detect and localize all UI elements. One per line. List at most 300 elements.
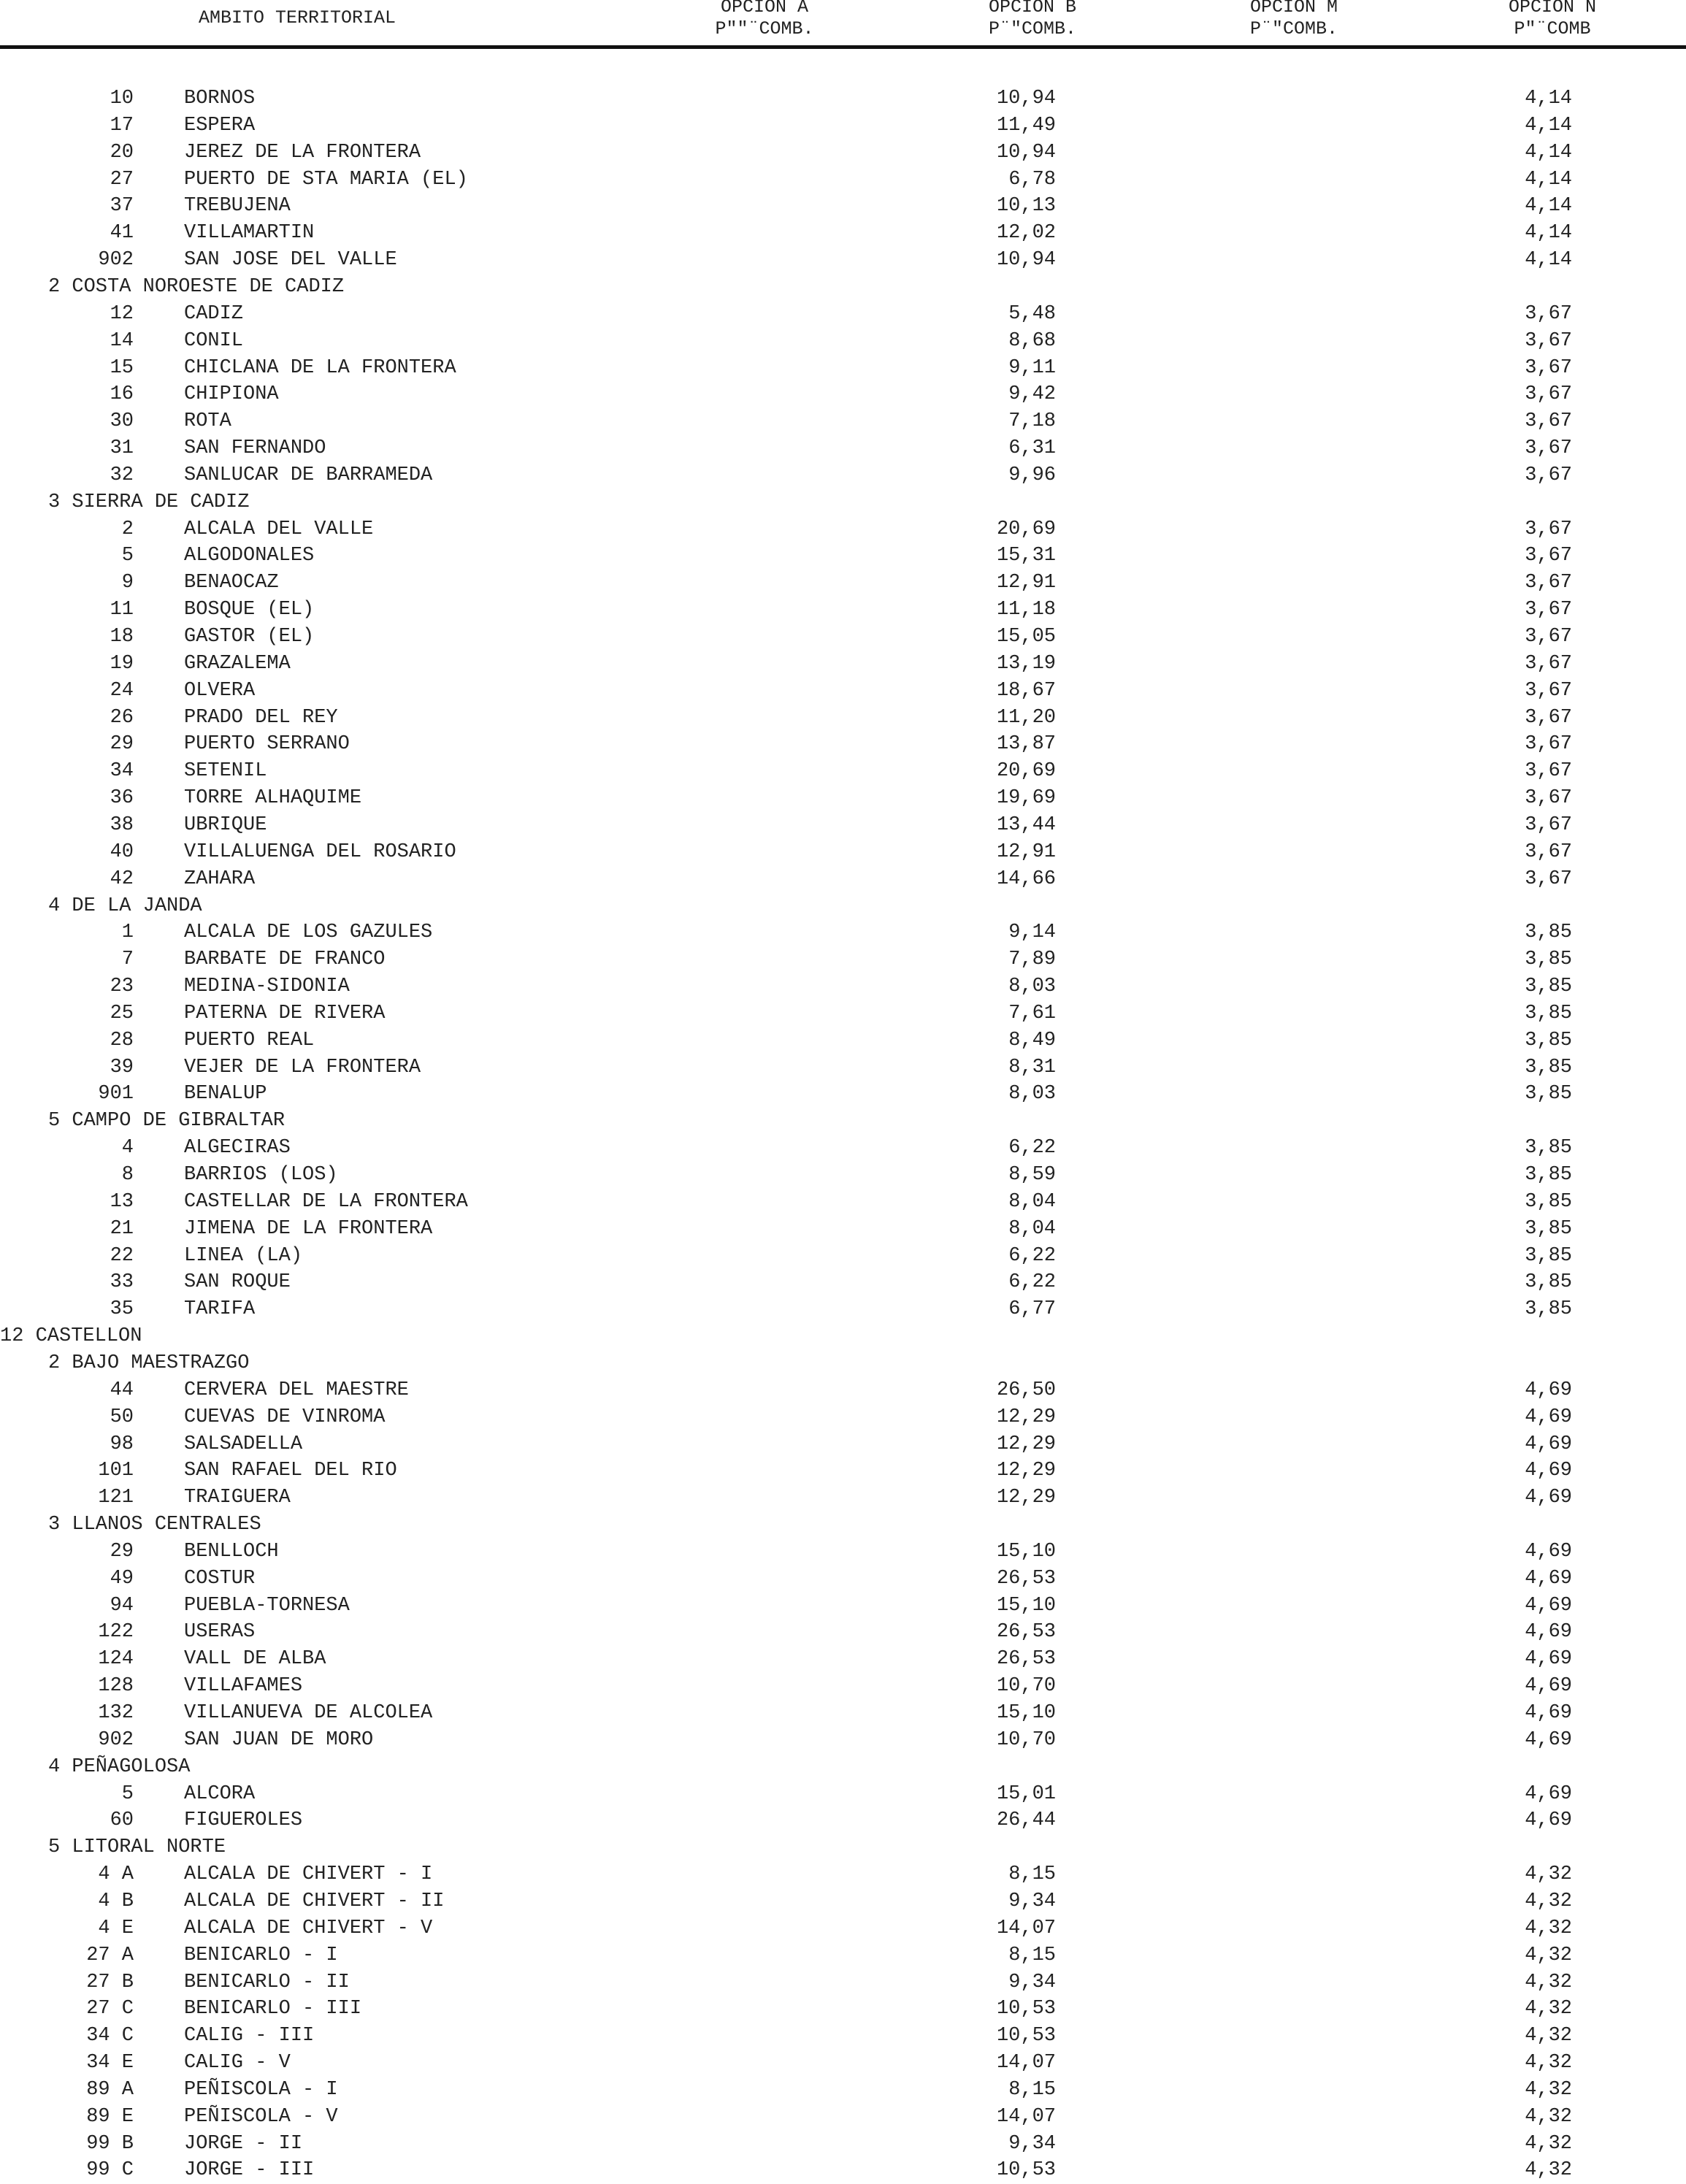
opcion-n-value: 3,85 bbox=[1525, 1002, 1572, 1024]
municipality-code: 14 bbox=[110, 329, 134, 352]
table-row bbox=[0, 381, 1686, 408]
municipality-code: 31 bbox=[110, 437, 134, 460]
table-row bbox=[0, 1619, 1686, 1646]
municipality-name: VILLANUEVA DE ALCOLEA bbox=[184, 1702, 433, 1724]
municipality-name: PATERNA DE RIVERA bbox=[184, 1002, 386, 1024]
opcion-n-value: 4,32 bbox=[1525, 1971, 1572, 1993]
municipality-code: 22 bbox=[110, 1244, 134, 1267]
region-label: 3 LLANOS CENTRALES bbox=[48, 1514, 261, 1536]
municipality-name: ZAHARA bbox=[184, 867, 256, 890]
table-row bbox=[0, 1915, 1686, 1942]
table-row bbox=[0, 462, 1686, 489]
municipality-code: 44 bbox=[110, 1379, 134, 1401]
municipality-code: 99 B bbox=[86, 2132, 134, 2155]
opcion-n-value: 4,32 bbox=[1525, 1917, 1572, 1939]
municipality-code: 27 C bbox=[86, 1998, 134, 2020]
opcion-b-value: 6,77 bbox=[1008, 1298, 1056, 1321]
region-heading bbox=[0, 274, 1686, 301]
table-row bbox=[0, 812, 1686, 839]
municipality-code: 4 A bbox=[98, 1863, 134, 1886]
region-label: 5 CAMPO DE GIBRALTAR bbox=[48, 1110, 286, 1133]
table-row bbox=[0, 1942, 1686, 1969]
opcion-b-value: 6,22 bbox=[1008, 1271, 1056, 1294]
municipality-code: 25 bbox=[110, 1002, 134, 1024]
table-row bbox=[0, 435, 1686, 462]
opcion-b-value: 8,03 bbox=[1008, 1083, 1056, 1106]
opcion-b-value: 11,18 bbox=[996, 599, 1056, 621]
municipality-name: PUERTO SERRANO bbox=[184, 733, 350, 756]
opcion-b-value: 8,68 bbox=[1008, 329, 1056, 352]
table-row bbox=[0, 2131, 1686, 2158]
region-label: 4 PEÑAGOLOSA bbox=[48, 1755, 191, 1778]
municipality-code: 12 bbox=[110, 302, 134, 325]
opcion-n-value: 4,69 bbox=[1525, 1675, 1572, 1698]
municipality-name: USERAS bbox=[184, 1621, 256, 1644]
municipality-code: 5 bbox=[121, 545, 134, 567]
opcion-n-value: 4,32 bbox=[1525, 2078, 1572, 2101]
opcion-b-value: 9,34 bbox=[1008, 1971, 1056, 1993]
table-row bbox=[0, 839, 1686, 866]
municipality-code: 34 bbox=[110, 760, 134, 783]
opcion-b-value: 8,04 bbox=[1008, 1190, 1056, 1213]
municipality-code: 29 bbox=[110, 1540, 134, 1563]
opcion-n-value: 3,67 bbox=[1525, 679, 1572, 702]
table-row bbox=[0, 570, 1686, 597]
province-heading bbox=[0, 1323, 1686, 1350]
municipality-name: GRAZALEMA bbox=[184, 652, 291, 675]
opcion-b-value: 8,15 bbox=[1008, 1863, 1056, 1886]
table-row bbox=[0, 1484, 1686, 1511]
municipality-code: 30 bbox=[110, 410, 134, 433]
municipality-name: JIMENA DE LA FRONTERA bbox=[184, 1217, 433, 1240]
table-row bbox=[0, 1162, 1686, 1189]
region-label: 2 BAJO MAESTRAZGO bbox=[48, 1352, 250, 1374]
opcion-n-value: 4,32 bbox=[1525, 1944, 1572, 1966]
municipality-code: 36 bbox=[110, 787, 134, 810]
opcion-b-value: 9,11 bbox=[1008, 356, 1056, 379]
opcion-n-value: 3,67 bbox=[1525, 572, 1572, 594]
header-ambito: AMBITO TERRITORIAL bbox=[198, 7, 396, 28]
municipality-code: 23 bbox=[110, 976, 134, 998]
table-row bbox=[0, 220, 1686, 247]
municipality-name: CALIG - V bbox=[184, 2052, 291, 2074]
municipality-code: 18 bbox=[110, 626, 134, 648]
opcion-b-value: 9,42 bbox=[1008, 383, 1056, 406]
table-row bbox=[0, 866, 1686, 893]
municipality-name: LINEA (LA) bbox=[184, 1244, 303, 1267]
opcion-b-value: 14,66 bbox=[996, 867, 1056, 890]
municipality-name: TARIFA bbox=[184, 1298, 256, 1321]
municipality-code: 39 bbox=[110, 1056, 134, 1078]
municipality-code: 19 bbox=[110, 652, 134, 675]
opcion-b-value: 8,04 bbox=[1008, 1217, 1056, 1240]
opcion-b-value: 10,70 bbox=[996, 1728, 1056, 1751]
opcion-b-value: 15,10 bbox=[996, 1594, 1056, 1617]
opcion-b-value: 15,01 bbox=[996, 1782, 1056, 1805]
opcion-b-value: 15,10 bbox=[996, 1540, 1056, 1563]
opcion-n-value: 4,69 bbox=[1525, 1540, 1572, 1563]
municipality-name: ALCALA DEL VALLE bbox=[184, 518, 374, 540]
municipality-code: 20 bbox=[110, 141, 134, 164]
municipality-name: VEJER DE LA FRONTERA bbox=[184, 1056, 421, 1078]
municipality-name: BOSQUE (EL) bbox=[184, 599, 315, 621]
opcion-b-value: 8,03 bbox=[1008, 976, 1056, 998]
opcion-b-value: 11,49 bbox=[996, 114, 1056, 137]
header-opcion-b-sub: P¨"COMB. bbox=[988, 18, 1077, 39]
table-row bbox=[0, 2077, 1686, 2104]
municipality-name: ROTA bbox=[184, 410, 231, 433]
municipality-name: CERVERA DEL MAESTRE bbox=[184, 1379, 409, 1401]
opcion-n-value: 3,85 bbox=[1525, 1217, 1572, 1240]
opcion-b-value: 10,94 bbox=[996, 249, 1056, 272]
municipality-code: 15 bbox=[110, 356, 134, 379]
municipality-code: 34 C bbox=[86, 2025, 134, 2047]
municipality-code: 40 bbox=[110, 840, 134, 863]
opcion-n-value: 4,69 bbox=[1525, 1487, 1572, 1509]
municipality-code: 128 bbox=[98, 1675, 134, 1698]
opcion-b-value: 10,70 bbox=[996, 1675, 1056, 1698]
table-row bbox=[0, 2157, 1686, 2184]
header-opcion-a: OPCION A bbox=[720, 0, 809, 18]
municipality-code: 98 bbox=[110, 1433, 134, 1455]
municipality-name: PUERTO DE STA MARIA (EL) bbox=[184, 168, 468, 191]
opcion-n-value: 4,69 bbox=[1525, 1728, 1572, 1751]
municipality-name: BENICARLO - I bbox=[184, 1944, 338, 1966]
opcion-n-value: 4,32 bbox=[1525, 2052, 1572, 2074]
municipality-name: SALSADELLA bbox=[184, 1433, 303, 1455]
opcion-n-value: 3,67 bbox=[1525, 652, 1572, 675]
opcion-n-value: 4,14 bbox=[1525, 168, 1572, 191]
municipality-name: BENAOCAZ bbox=[184, 572, 279, 594]
opcion-b-value: 12,91 bbox=[996, 572, 1056, 594]
municipality-code: 32 bbox=[110, 464, 134, 486]
table-row bbox=[0, 1000, 1686, 1027]
table-row bbox=[0, 919, 1686, 946]
municipality-name: BENLLOCH bbox=[184, 1540, 279, 1563]
header-opcion-b: OPCION B bbox=[988, 0, 1077, 18]
table-row bbox=[0, 624, 1686, 651]
municipality-code: 2 bbox=[121, 518, 134, 540]
opcion-n-value: 3,67 bbox=[1525, 437, 1572, 460]
opcion-n-value: 4,14 bbox=[1525, 195, 1572, 218]
table-row bbox=[0, 408, 1686, 435]
region-label: 2 COSTA NOROESTE DE CADIZ bbox=[48, 275, 345, 298]
opcion-n-value: 3,67 bbox=[1525, 787, 1572, 810]
table-row bbox=[0, 1269, 1686, 1296]
table-row bbox=[0, 1189, 1686, 1216]
table-row bbox=[0, 651, 1686, 678]
opcion-b-value: 14,07 bbox=[996, 2105, 1056, 2128]
table-row bbox=[0, 597, 1686, 624]
municipality-code: 902 bbox=[98, 249, 134, 272]
table-row bbox=[0, 1216, 1686, 1243]
opcion-n-value: 3,85 bbox=[1525, 949, 1572, 971]
table-row bbox=[0, 678, 1686, 705]
opcion-n-value: 3,67 bbox=[1525, 545, 1572, 567]
opcion-n-value: 3,67 bbox=[1525, 706, 1572, 729]
opcion-b-value: 18,67 bbox=[996, 679, 1056, 702]
municipality-name: ALCORA bbox=[184, 1782, 256, 1805]
table-row bbox=[0, 112, 1686, 139]
table-row bbox=[0, 328, 1686, 355]
opcion-b-value: 19,69 bbox=[996, 787, 1056, 810]
municipality-name: BENICARLO - III bbox=[184, 1998, 362, 2020]
municipality-code: 124 bbox=[98, 1648, 134, 1671]
header-opcion-m: OPCION M bbox=[1249, 0, 1338, 18]
opcion-n-value: 3,67 bbox=[1525, 733, 1572, 756]
municipality-name: ALCALA DE CHIVERT - V bbox=[184, 1917, 433, 1939]
municipality-name: VILLAFAMES bbox=[184, 1675, 303, 1698]
opcion-b-value: 12,91 bbox=[996, 840, 1056, 863]
municipality-name: FIGUEROLES bbox=[184, 1809, 303, 1832]
opcion-b-value: 15,10 bbox=[996, 1702, 1056, 1724]
municipality-name: CASTELLAR DE LA FRONTERA bbox=[184, 1190, 468, 1213]
opcion-b-value: 6,31 bbox=[1008, 437, 1056, 460]
municipality-name: PUEBLA-TORNESA bbox=[184, 1594, 350, 1617]
municipality-name: JORGE - II bbox=[184, 2132, 303, 2155]
opcion-n-value: 3,67 bbox=[1525, 464, 1572, 486]
opcion-n-value: 3,85 bbox=[1525, 1137, 1572, 1160]
municipality-code: 11 bbox=[110, 599, 134, 621]
table-row bbox=[0, 1593, 1686, 1620]
municipality-name: JEREZ DE LA FRONTERA bbox=[184, 141, 421, 164]
table-row bbox=[0, 1457, 1686, 1484]
municipality-name: BARBATE DE FRANCO bbox=[184, 949, 386, 971]
opcion-b-value: 8,59 bbox=[1008, 1164, 1056, 1186]
opcion-b-value: 26,50 bbox=[996, 1379, 1056, 1401]
opcion-b-value: 13,87 bbox=[996, 733, 1056, 756]
table-row bbox=[0, 1135, 1686, 1162]
municipality-name: CUEVAS DE VINROMA bbox=[184, 1406, 386, 1428]
opcion-n-value: 3,67 bbox=[1525, 867, 1572, 890]
opcion-b-value: 5,48 bbox=[1008, 302, 1056, 325]
municipality-code: 34 E bbox=[86, 2052, 134, 2074]
region-heading bbox=[0, 489, 1686, 516]
municipality-name: ALCALA DE CHIVERT - I bbox=[184, 1863, 433, 1886]
table-row bbox=[0, 973, 1686, 1000]
table-row bbox=[0, 1054, 1686, 1081]
region-heading bbox=[0, 1834, 1686, 1861]
opcion-b-value: 9,96 bbox=[1008, 464, 1056, 486]
municipality-name: ALCALA DE CHIVERT - II bbox=[184, 1890, 445, 1912]
municipality-name: BORNOS bbox=[184, 88, 256, 110]
opcion-b-value: 12,29 bbox=[996, 1406, 1056, 1428]
table-row bbox=[0, 1377, 1686, 1404]
opcion-n-value: 4,32 bbox=[1525, 2159, 1572, 2182]
municipality-code: 27 B bbox=[86, 1971, 134, 1993]
opcion-n-value: 4,14 bbox=[1525, 141, 1572, 164]
table-row bbox=[0, 1646, 1686, 1673]
municipality-name: ALCALA DE LOS GAZULES bbox=[184, 922, 433, 944]
header-opcion-n-sub: P"¨COMB bbox=[1514, 18, 1591, 39]
table-row bbox=[0, 1081, 1686, 1108]
municipality-code: 94 bbox=[110, 1594, 134, 1617]
opcion-b-value: 26,53 bbox=[996, 1621, 1056, 1644]
opcion-n-value: 4,32 bbox=[1525, 1890, 1572, 1912]
opcion-n-value: 3,85 bbox=[1525, 1244, 1572, 1267]
municipality-code: 10 bbox=[110, 88, 134, 110]
opcion-n-value: 4,69 bbox=[1525, 1782, 1572, 1805]
municipality-code: 50 bbox=[110, 1406, 134, 1428]
opcion-b-value: 14,07 bbox=[996, 2052, 1056, 2074]
municipality-code: 89 A bbox=[86, 2078, 134, 2101]
municipality-name: CHICLANA DE LA FRONTERA bbox=[184, 356, 456, 379]
municipality-code: 16 bbox=[110, 383, 134, 406]
municipality-code: 902 bbox=[98, 1728, 134, 1751]
municipality-name: CALIG - III bbox=[184, 2025, 315, 2047]
municipality-code: 99 C bbox=[86, 2159, 134, 2182]
opcion-n-value: 4,69 bbox=[1525, 1406, 1572, 1428]
municipality-code: 26 bbox=[110, 706, 134, 729]
opcion-n-value: 4,14 bbox=[1525, 249, 1572, 272]
header-divider bbox=[0, 45, 1686, 49]
opcion-b-value: 7,89 bbox=[1008, 949, 1056, 971]
opcion-n-value: 4,69 bbox=[1525, 1433, 1572, 1455]
opcion-n-value: 3,85 bbox=[1525, 1029, 1572, 1051]
municipality-code: 5 bbox=[121, 1782, 134, 1805]
opcion-b-value: 8,15 bbox=[1008, 1944, 1056, 1966]
opcion-b-value: 11,20 bbox=[996, 706, 1056, 729]
opcion-b-value: 8,31 bbox=[1008, 1056, 1056, 1078]
table-row bbox=[0, 1027, 1686, 1054]
municipality-name: ALGECIRAS bbox=[184, 1137, 291, 1160]
municipality-code: 9 bbox=[121, 572, 134, 594]
municipality-code: 4 B bbox=[98, 1890, 134, 1912]
opcion-n-value: 3,67 bbox=[1525, 518, 1572, 540]
municipality-code: 89 E bbox=[86, 2105, 134, 2128]
municipality-code: 24 bbox=[110, 679, 134, 702]
opcion-n-value: 4,32 bbox=[1525, 2132, 1572, 2155]
table-row bbox=[0, 1539, 1686, 1566]
table-row bbox=[0, 516, 1686, 543]
municipality-name: SAN RAFAEL DEL RIO bbox=[184, 1460, 397, 1482]
table-row bbox=[0, 1296, 1686, 1323]
header-opcion-m-sub: P¨"COMB. bbox=[1249, 18, 1338, 39]
table-row bbox=[0, 946, 1686, 973]
table-row bbox=[0, 1404, 1686, 1431]
table-row bbox=[0, 166, 1686, 194]
municipality-name: SAN JUAN DE MORO bbox=[184, 1728, 374, 1751]
opcion-b-value: 14,07 bbox=[996, 1917, 1056, 1939]
opcion-b-value: 8,49 bbox=[1008, 1029, 1056, 1051]
municipality-name: SANLUCAR DE BARRAMEDA bbox=[184, 464, 433, 486]
municipality-code: 7 bbox=[121, 949, 134, 971]
municipality-code: 37 bbox=[110, 195, 134, 218]
opcion-n-value: 4,32 bbox=[1525, 1863, 1572, 1886]
opcion-b-value: 7,18 bbox=[1008, 410, 1056, 433]
table-row bbox=[0, 1700, 1686, 1727]
opcion-n-value: 3,67 bbox=[1525, 599, 1572, 621]
opcion-b-value: 12,29 bbox=[996, 1487, 1056, 1509]
municipality-name: MEDINA-SIDONIA bbox=[184, 976, 350, 998]
municipality-name: PUERTO REAL bbox=[184, 1029, 315, 1051]
municipality-code: 101 bbox=[98, 1460, 134, 1482]
opcion-n-value: 3,85 bbox=[1525, 1083, 1572, 1106]
opcion-n-value: 4,69 bbox=[1525, 1460, 1572, 1482]
municipality-name: ALGODONALES bbox=[184, 545, 315, 567]
opcion-n-value: 4,69 bbox=[1525, 1594, 1572, 1617]
municipality-name: GASTOR (EL) bbox=[184, 626, 315, 648]
region-label: 5 LITORAL NORTE bbox=[48, 1836, 226, 1859]
municipality-name: CONIL bbox=[184, 329, 244, 352]
opcion-b-value: 10,53 bbox=[996, 1998, 1056, 2020]
opcion-n-value: 4,69 bbox=[1525, 1702, 1572, 1724]
opcion-b-value: 10,53 bbox=[996, 2025, 1056, 2047]
table-row bbox=[0, 355, 1686, 382]
municipality-name: ESPERA bbox=[184, 114, 256, 137]
header-opcion-n: OPCION N bbox=[1508, 0, 1597, 18]
opcion-b-value: 26,53 bbox=[996, 1567, 1056, 1590]
municipality-code: 13 bbox=[110, 1190, 134, 1213]
municipality-name: PEÑISCOLA - I bbox=[184, 2078, 338, 2101]
municipality-code: 35 bbox=[110, 1298, 134, 1321]
opcion-n-value: 3,85 bbox=[1525, 1271, 1572, 1294]
table-row bbox=[0, 1969, 1686, 1996]
opcion-n-value: 3,85 bbox=[1525, 922, 1572, 944]
opcion-n-value: 3,67 bbox=[1525, 302, 1572, 325]
opcion-n-value: 3,67 bbox=[1525, 383, 1572, 406]
opcion-b-value: 15,05 bbox=[996, 626, 1056, 648]
municipality-name: VALL DE ALBA bbox=[184, 1648, 326, 1671]
table-row bbox=[0, 731, 1686, 758]
table-row bbox=[0, 1566, 1686, 1593]
municipality-code: 8 bbox=[121, 1164, 134, 1186]
municipality-name: JORGE - III bbox=[184, 2159, 315, 2182]
municipality-name: TRAIGUERA bbox=[184, 1487, 291, 1509]
municipality-name: PRADO DEL REY bbox=[184, 706, 338, 729]
table-row bbox=[0, 1996, 1686, 2023]
opcion-b-value: 12,29 bbox=[996, 1460, 1056, 1482]
opcion-b-value: 10,94 bbox=[996, 141, 1056, 164]
opcion-b-value: 6,78 bbox=[1008, 168, 1056, 191]
opcion-n-value: 4,69 bbox=[1525, 1567, 1572, 1590]
municipality-code: 60 bbox=[110, 1809, 134, 1832]
municipality-code: 121 bbox=[98, 1487, 134, 1509]
municipality-code: 38 bbox=[110, 813, 134, 836]
table-row bbox=[0, 301, 1686, 328]
municipality-code: 27 bbox=[110, 168, 134, 191]
municipality-name: UBRIQUE bbox=[184, 813, 267, 836]
municipality-code: 27 A bbox=[86, 1944, 134, 1966]
opcion-n-value: 3,85 bbox=[1525, 1298, 1572, 1321]
opcion-b-value: 15,31 bbox=[996, 545, 1056, 567]
opcion-b-value: 6,22 bbox=[1008, 1137, 1056, 1160]
opcion-b-value: 13,19 bbox=[996, 652, 1056, 675]
opcion-b-value: 26,44 bbox=[996, 1809, 1056, 1832]
opcion-b-value: 7,61 bbox=[1008, 1002, 1056, 1024]
opcion-n-value: 3,67 bbox=[1525, 356, 1572, 379]
table-row bbox=[0, 2023, 1686, 2050]
municipality-code: 4 bbox=[121, 1137, 134, 1160]
municipality-name: TORRE ALHAQUIME bbox=[184, 787, 362, 810]
opcion-b-value: 8,15 bbox=[1008, 2078, 1056, 2101]
opcion-n-value: 4,69 bbox=[1525, 1809, 1572, 1832]
opcion-n-value: 3,67 bbox=[1525, 760, 1572, 783]
opcion-b-value: 9,14 bbox=[1008, 922, 1056, 944]
opcion-n-value: 3,67 bbox=[1525, 840, 1572, 863]
municipality-code: 1 bbox=[121, 922, 134, 944]
table-row bbox=[0, 1673, 1686, 1700]
province-label: 12 CASTELLON bbox=[0, 1325, 142, 1348]
municipality-name: CADIZ bbox=[184, 302, 244, 325]
municipality-name: VILLAMARTIN bbox=[184, 222, 315, 245]
municipality-code: 33 bbox=[110, 1271, 134, 1294]
opcion-n-value: 4,14 bbox=[1525, 222, 1572, 245]
region-heading bbox=[0, 1108, 1686, 1135]
municipality-name: TREBUJENA bbox=[184, 195, 291, 218]
table-row bbox=[0, 785, 1686, 812]
opcion-n-value: 3,67 bbox=[1525, 410, 1572, 433]
